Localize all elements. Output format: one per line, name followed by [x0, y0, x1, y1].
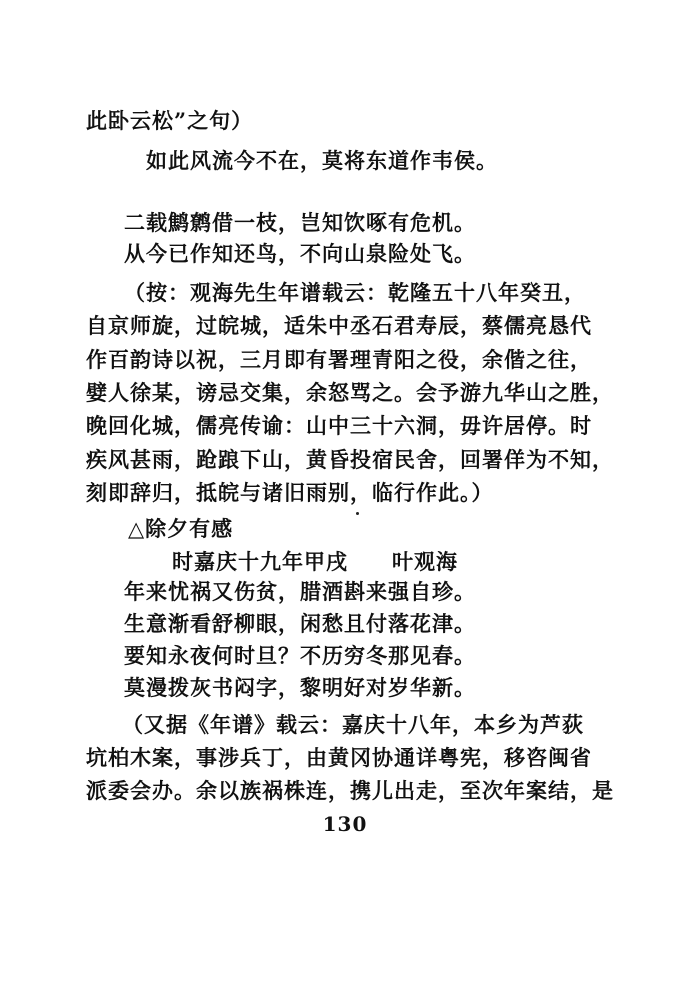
note-line: 晚回化城，儒亮传谕：山中三十六洞，毋许居停。时 — [86, 413, 592, 438]
poem-line: 生意渐看舒柳眼，闲愁且付落花津。 — [124, 611, 476, 636]
poem-line: 要知永夜何时旦？不历穷冬那见春。 — [124, 643, 476, 668]
poem-line: 莫漫拨灰书闷字，黎明好对岁华新。 — [124, 675, 476, 700]
page-number: 130 — [322, 812, 368, 836]
note-line: 派委会办。余以族祸株连，携儿出走，至次年案结，是 — [86, 778, 614, 803]
text-line: 此卧云松”之句） — [86, 108, 254, 133]
poem-title: △除夕有感 — [128, 516, 234, 541]
poem-line: 年来忧祸又伤贫，腊酒斟来强自珍。 — [124, 579, 476, 604]
poem-subtitle: 时嘉庆十九年甲戌 叶观海 — [172, 549, 458, 574]
note-line: 坑柏木案，事涉兵丁，由黄冈协通详粤宪，移咨闽省 — [86, 745, 592, 770]
note-line: （又据《年谱》载云：嘉庆十八年，本乡为芦荻 — [122, 712, 584, 737]
poem-line: 二载鹪鹩借一枝，岂知饮啄有危机。 — [124, 210, 476, 235]
note-line: 自京师旋，过皖城，适朱中丞石君寿辰，蔡儒亮恳代 — [86, 313, 592, 338]
note-line: （按：观海先生年谱载云：乾隆五十八年癸丑， — [124, 280, 586, 305]
note-line: 刻即辞归，抵皖与诸旧雨别，临行作此。） — [86, 480, 494, 505]
note-line: 疾风甚雨，跄踉下山，黄昏投宿民舍，回署佯为不知， — [86, 447, 614, 472]
print-speck — [356, 512, 359, 515]
note-line: 作百韵诗以祝，三月即有署理青阳之役，余偕之往， — [86, 347, 592, 372]
poem-line: 如此风流今不在，莫将东道作韦侯。 — [146, 148, 498, 173]
poem-line: 从今已作知还鸟，不向山泉险处飞。 — [124, 241, 476, 266]
note-line: 嬖人徐某，谤忌交集，余怒骂之。会予游九华山之胜， — [86, 380, 614, 405]
